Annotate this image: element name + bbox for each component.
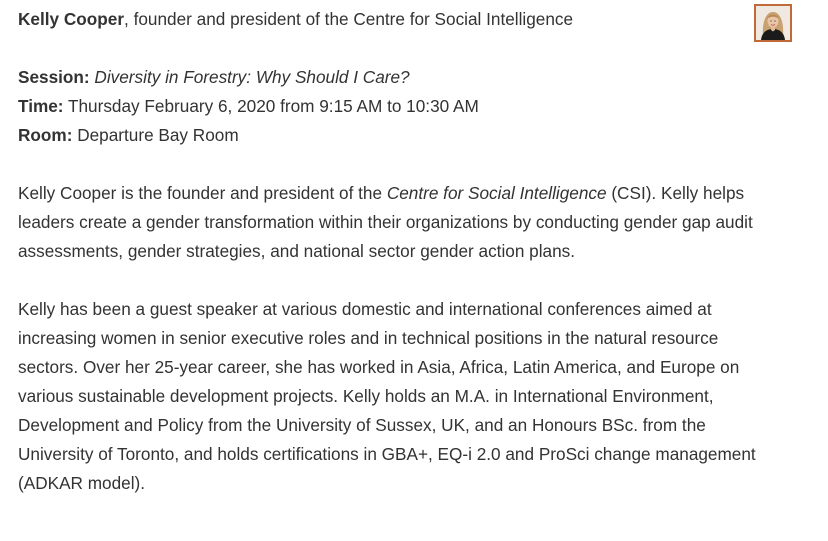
portrait-image	[756, 6, 790, 40]
organization-name: Centre for Social Intelligence	[386, 183, 607, 203]
room-value: Departure Bay Room	[77, 125, 239, 145]
bio-paragraph-2: Kelly has been a guest speaker at various domestic and international conferences aimed at increasing women in senior executive roles and in technical positions in the natural resource sectors. Over her 25-year career, she has worked in Asia, Africa, Latin America, and Europe on various sustainable development projects. Kelly holds an M.A. in International Environment, Development and Policy from the University of Sussex, UK, and an Honours BSc. from the University of Toronto, and holds certifications in GBA+, EQ-i 2.0 and ProSci change management (ADKAR model).	[18, 299, 756, 493]
room-label: Room:	[18, 125, 73, 145]
speaker-photo	[754, 4, 792, 42]
session-details	[18, 63, 758, 150]
time-value: Thursday February 6, 2020 from 9:15 AM to 10:30 AM	[68, 96, 479, 116]
speaker-name: Kelly Cooper	[18, 9, 125, 29]
bio-p1-after: (CSI). Kelly helps leaders create a gender transformation within their organizations by conducting gender gap audit assessments, gender strategies, and national sector gender action plans.	[18, 183, 753, 261]
session-label: Session:	[18, 67, 90, 87]
speaker-profile	[18, 5, 758, 527]
session-line	[18, 63, 758, 92]
time-line	[18, 92, 758, 121]
session-title: Diversity in Forestry: Why Should I Care?	[94, 67, 410, 87]
room-line	[18, 121, 758, 150]
speaker-heading	[18, 5, 758, 34]
bio-paragraph-1	[18, 179, 758, 266]
bio-p1-before: Kelly Cooper is the founder and president of the	[18, 183, 387, 203]
time-label: Time:	[18, 96, 64, 116]
speaker-title: , founder and president of the Centre for Social Intelligence	[124, 9, 574, 29]
